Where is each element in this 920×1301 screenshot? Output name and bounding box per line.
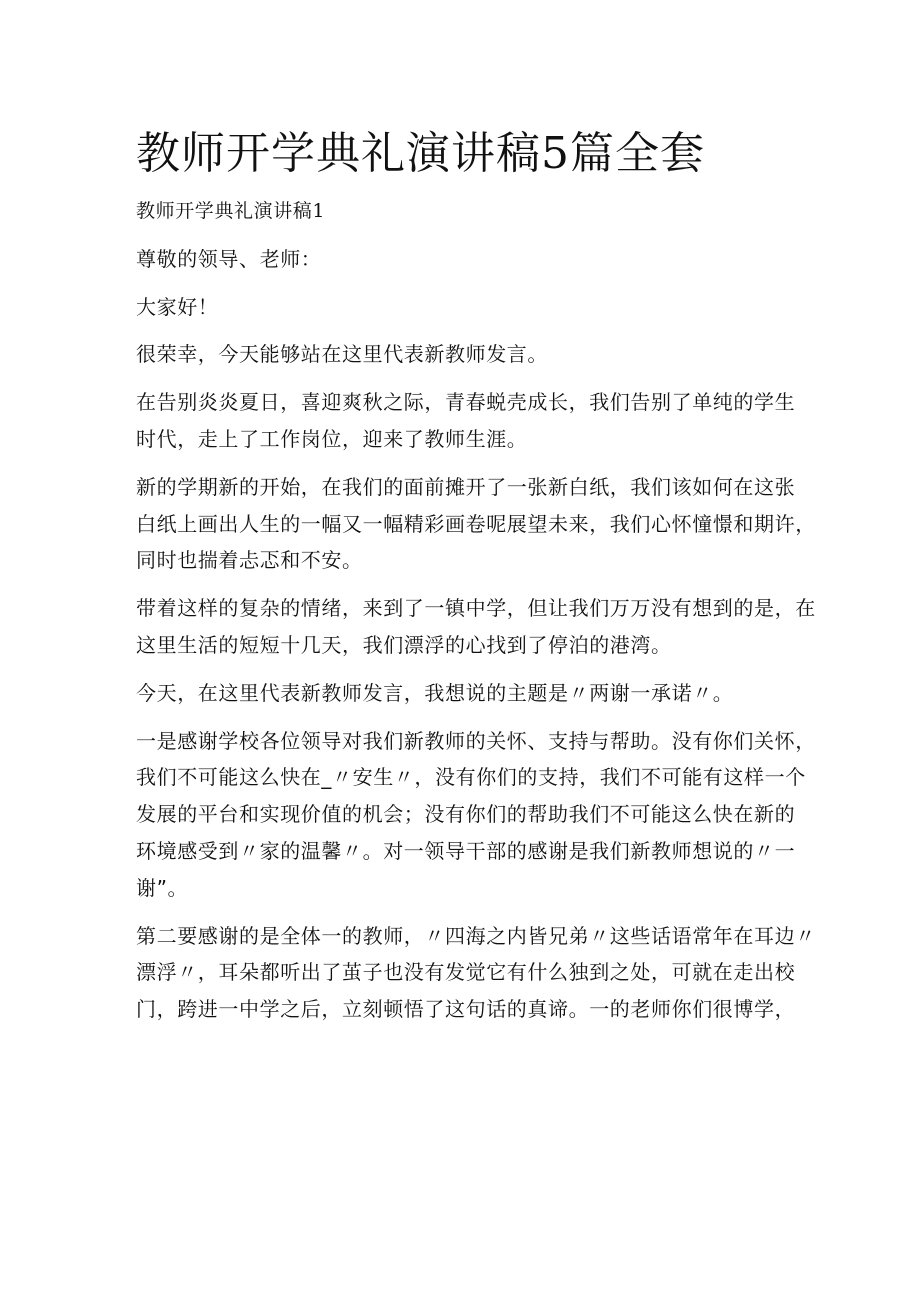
text-line: 尊敬的领导、老师： (136, 246, 322, 271)
text-line: 时代，走上了工作岗位，迎来了教师生涯。 (136, 426, 528, 451)
text-line: 我们不可能这么快在_〃安生〃，没有你们的支持，我们不可能有这样一个 (136, 765, 806, 790)
text-line: 白纸上画出人生的一幅又一幅精彩画卷呢展望未来，我们心怀憧憬和期许， (136, 511, 816, 536)
text-line: 很荣幸，今天能够站在这里代表新教师发言。 (136, 342, 548, 367)
text-line: 第二要感谢的是全体一的教师，〃四海之内皆兄弟〃这些话语常年在耳边〃 (136, 923, 816, 948)
text-line: 门，跨进一中学之后，立刻顿悟了这句话的真谛。一的老师你们很博学， (136, 997, 796, 1022)
section-heading: 教师开学典礼演讲稿1 (136, 200, 326, 222)
document-title: 教师开学典礼演讲稿5篇全套 (136, 128, 705, 179)
text-line: 新的学期新的开始，在我们的面前摊开了一张新白纸，我们该如何在这张 (136, 474, 796, 499)
text-line: 带着这样的复杂的情绪，来到了一镇中学，但让我们万万没有想到的是，在 (136, 596, 816, 621)
text-line: 大家好！ (136, 294, 219, 319)
text-line: 发展的平台和实现价值的机会；没有你们的帮助我们不可能这么快在新的 (136, 802, 796, 827)
text-line: 这里生活的短短十几天，我们漂浮的心找到了停泊的港湾。 (136, 632, 672, 657)
text-line: 今天，在这里代表新教师发言，我想说的主题是〃两谢一承诺〃。 (136, 680, 734, 705)
text-line: 环境感受到〃家的温馨〃。对一领导干部的感谢是我们新教师想说的〃一 (136, 838, 796, 863)
text-line: 在告别炎炎夏日，喜迎爽秋之际，青春蜕壳成长，我们告别了单纯的学生 (136, 390, 796, 415)
text-line: 漂浮〃，耳朵都听出了茧子也没有发觉它有什么独到之处，可就在走出校 (136, 960, 796, 985)
text-line: 同时也揣着忐忑和不安。 (136, 548, 363, 573)
text-line: 谢”。 (136, 875, 189, 900)
document-body (136, 193, 816, 1028)
text-line: 一是感谢学校各位领导对我们新教师的关怀、支持与帮助。没有你们关怀， (136, 728, 816, 753)
